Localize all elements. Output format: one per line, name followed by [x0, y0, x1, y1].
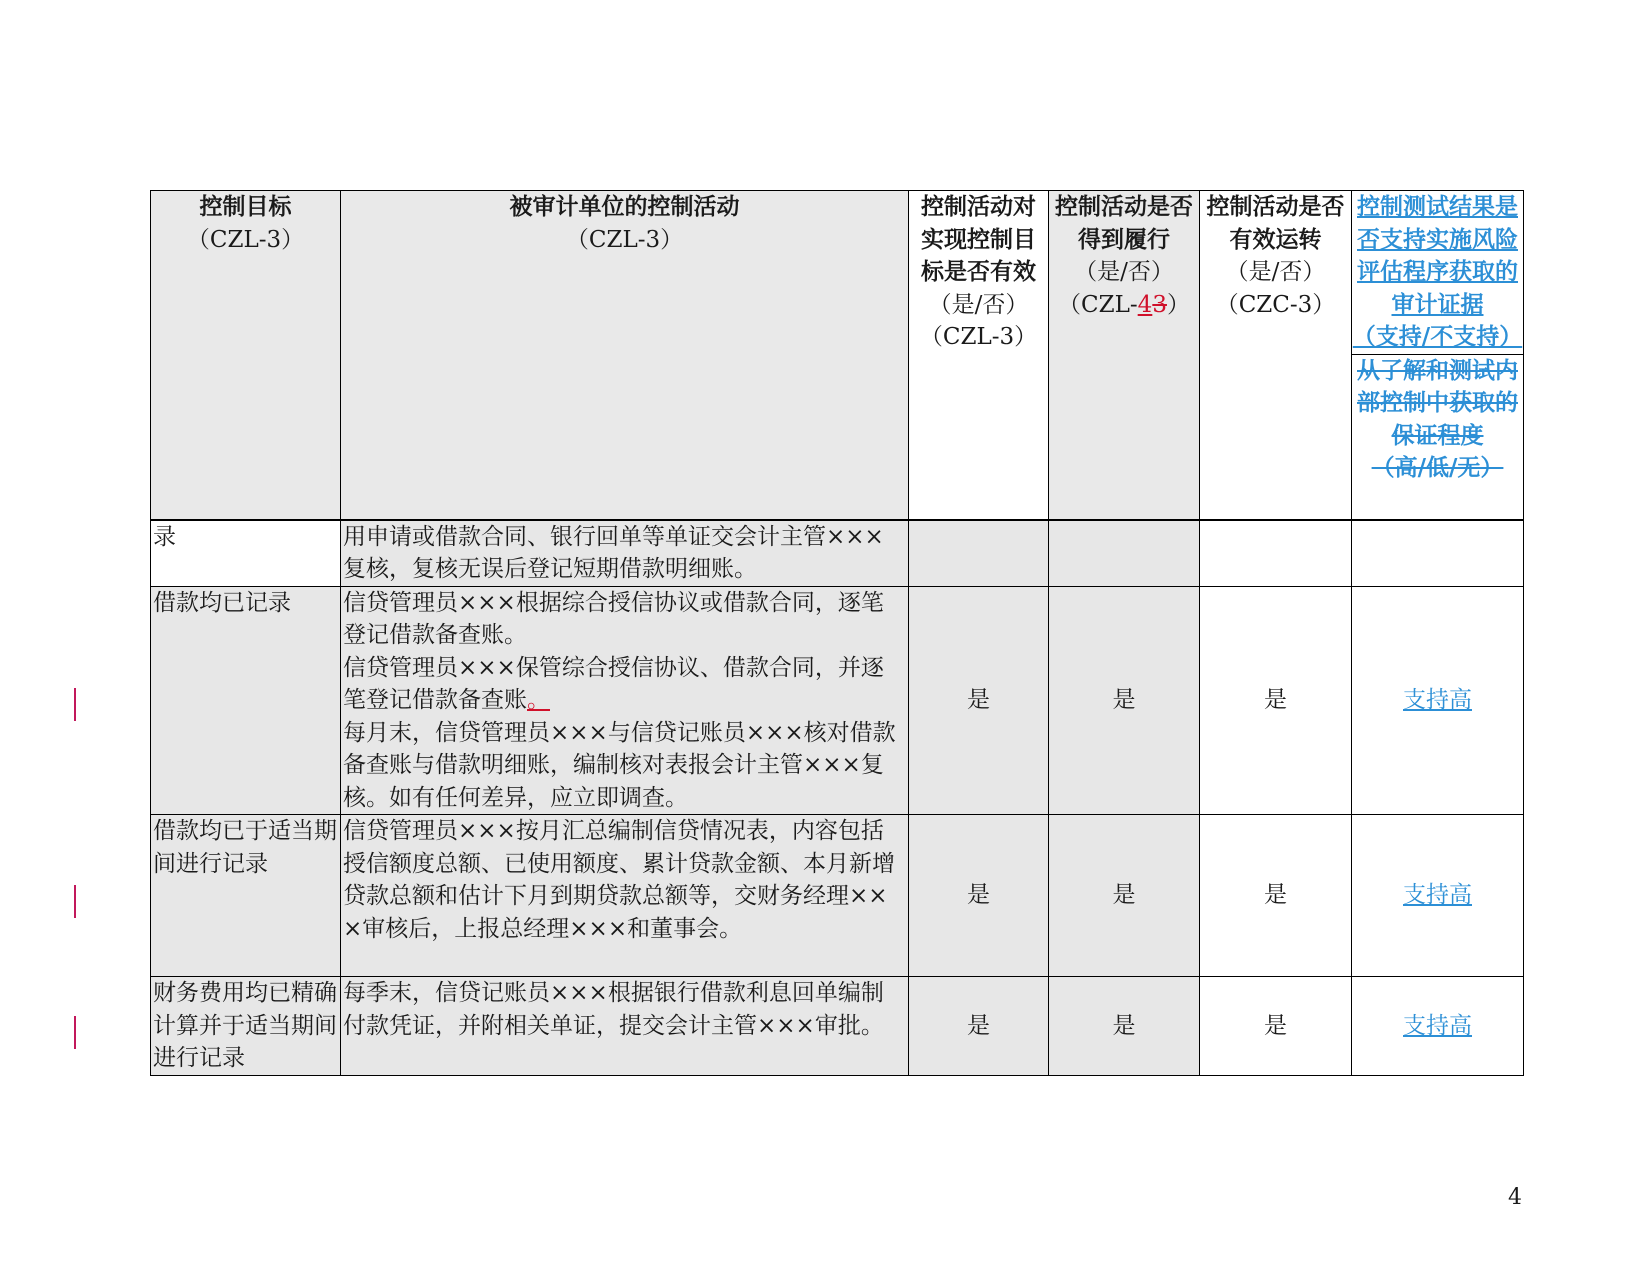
row-objective: 录 — [151, 520, 341, 587]
row-result — [1352, 520, 1524, 587]
header-result-deleted-text: 从了解和测试内部控制中获取的保证程度 — [1357, 356, 1518, 449]
row-operating: 是 — [1200, 815, 1352, 977]
header-performed-title: 控制活动是否得到履行 — [1055, 193, 1193, 253]
header-result-title: 控制测试结果是否支持实施风险评估程序获取的审计证据 — [1357, 193, 1518, 318]
header-operating-title: 控制活动是否有效运转 — [1206, 193, 1345, 253]
header-activity-ref: （CZL-3） — [565, 226, 684, 253]
header-result-deleted-options: （高/低/无） — [1371, 454, 1504, 481]
performed-ref-inserted: 4 — [1137, 291, 1153, 318]
row-performed: 是 — [1049, 815, 1200, 977]
row-performed: 是 — [1049, 586, 1200, 815]
row-activity: 信贷管理员×××按月汇总编制信贷情况表，内容包括授信额度总额、已使用额度、累计贷款金额、本月新增贷款总额和估计下月到期贷款总额等，交财务经理×××审核后，上报总经理×××和董事会。 — [341, 815, 909, 977]
header-test-result — [1352, 191, 1524, 520]
row-operating: 是 — [1200, 586, 1352, 815]
row-activity-part1: 信贷管理员×××根据综合授信协议或借款合同，逐笔登记借款备查账。 信贷管理员×××保管综合授信协议、借款合同，并逐笔登记借款备查账 — [343, 589, 884, 713]
row-objective: 借款均已于适当期间进行记录 — [151, 815, 341, 977]
header-operating-ref: （CZC-3） — [1215, 291, 1336, 318]
row-activity-inserted: 。 — [527, 687, 550, 713]
table-row — [151, 977, 1524, 1076]
row-performed: 是 — [1049, 977, 1200, 1076]
row-performed — [1049, 520, 1200, 587]
row-activity: 每季末，信贷记账员×××根据银行借款利息回单编制付款凭证，并附相关单证，提交会计主管×××审批。 — [341, 977, 909, 1076]
header-objective-title: 控制目标 — [199, 193, 292, 220]
row-result-cell — [1352, 586, 1524, 815]
header-control-objective — [151, 191, 341, 520]
header-operating — [1200, 191, 1352, 520]
header-row — [151, 191, 1524, 520]
header-result-deleted-block — [1352, 354, 1523, 485]
header-result-options: （支持/不支持） — [1352, 323, 1523, 350]
header-performed-yn: （是/否） — [1074, 259, 1174, 285]
header-effective-ref: （CZL-3） — [919, 324, 1038, 350]
performed-ref-suffix: ） — [1166, 291, 1190, 318]
row-effective: 是 — [909, 977, 1049, 1076]
table-row — [151, 520, 1524, 587]
header-activity-title: 被审计单位的控制活动 — [509, 193, 740, 220]
control-test-table — [150, 190, 1524, 1076]
row-effective: 是 — [909, 586, 1049, 815]
row-activity-part2: 每月末，信贷管理员×××与信贷记账员×××核对借款备查账与借款明细账，编制核对表报会计主管×××复核。如有任何差异，应立即调查。 — [343, 719, 896, 811]
header-performed-ref — [1051, 289, 1197, 322]
performed-ref-prefix: （CZL- — [1058, 291, 1138, 318]
row-result-link[interactable]: 支持高 — [1403, 1012, 1472, 1039]
row-operating — [1200, 520, 1352, 587]
row-result-link[interactable]: 支持高 — [1403, 882, 1472, 909]
row-operating: 是 — [1200, 977, 1352, 1076]
table-row — [151, 815, 1524, 977]
table-row — [151, 586, 1524, 815]
revision-change-bar — [74, 688, 76, 721]
row-activity: 用申请或借款合同、银行回单等单证交会计主管×××复核，复核无误后登记短期借款明细账。 — [341, 520, 909, 587]
row-objective: 借款均已记录 — [151, 586, 341, 815]
performed-ref-deleted: 3 — [1152, 291, 1167, 318]
header-objective-ref: （CZL-3） — [186, 226, 305, 253]
header-effective-yn: （是/否） — [928, 291, 1029, 318]
header-effectiveness — [909, 191, 1049, 520]
row-result-cell — [1352, 977, 1524, 1076]
row-result-link[interactable]: 支持高 — [1403, 687, 1472, 713]
header-effective-title: 控制活动对实现控制目标是否有效 — [921, 193, 1036, 285]
row-effective: 是 — [909, 815, 1049, 977]
revision-change-bar — [74, 885, 76, 918]
header-performed — [1049, 191, 1200, 520]
page-number: 4 — [1508, 1185, 1522, 1210]
header-operating-yn: （是/否） — [1225, 259, 1326, 285]
row-activity — [341, 586, 909, 815]
row-objective: 财务费用均已精确计算并于适当期间进行记录 — [151, 977, 341, 1076]
header-control-activity — [341, 191, 909, 520]
revision-change-bar — [74, 1016, 76, 1049]
row-effective — [909, 520, 1049, 587]
row-result-cell — [1352, 815, 1524, 977]
